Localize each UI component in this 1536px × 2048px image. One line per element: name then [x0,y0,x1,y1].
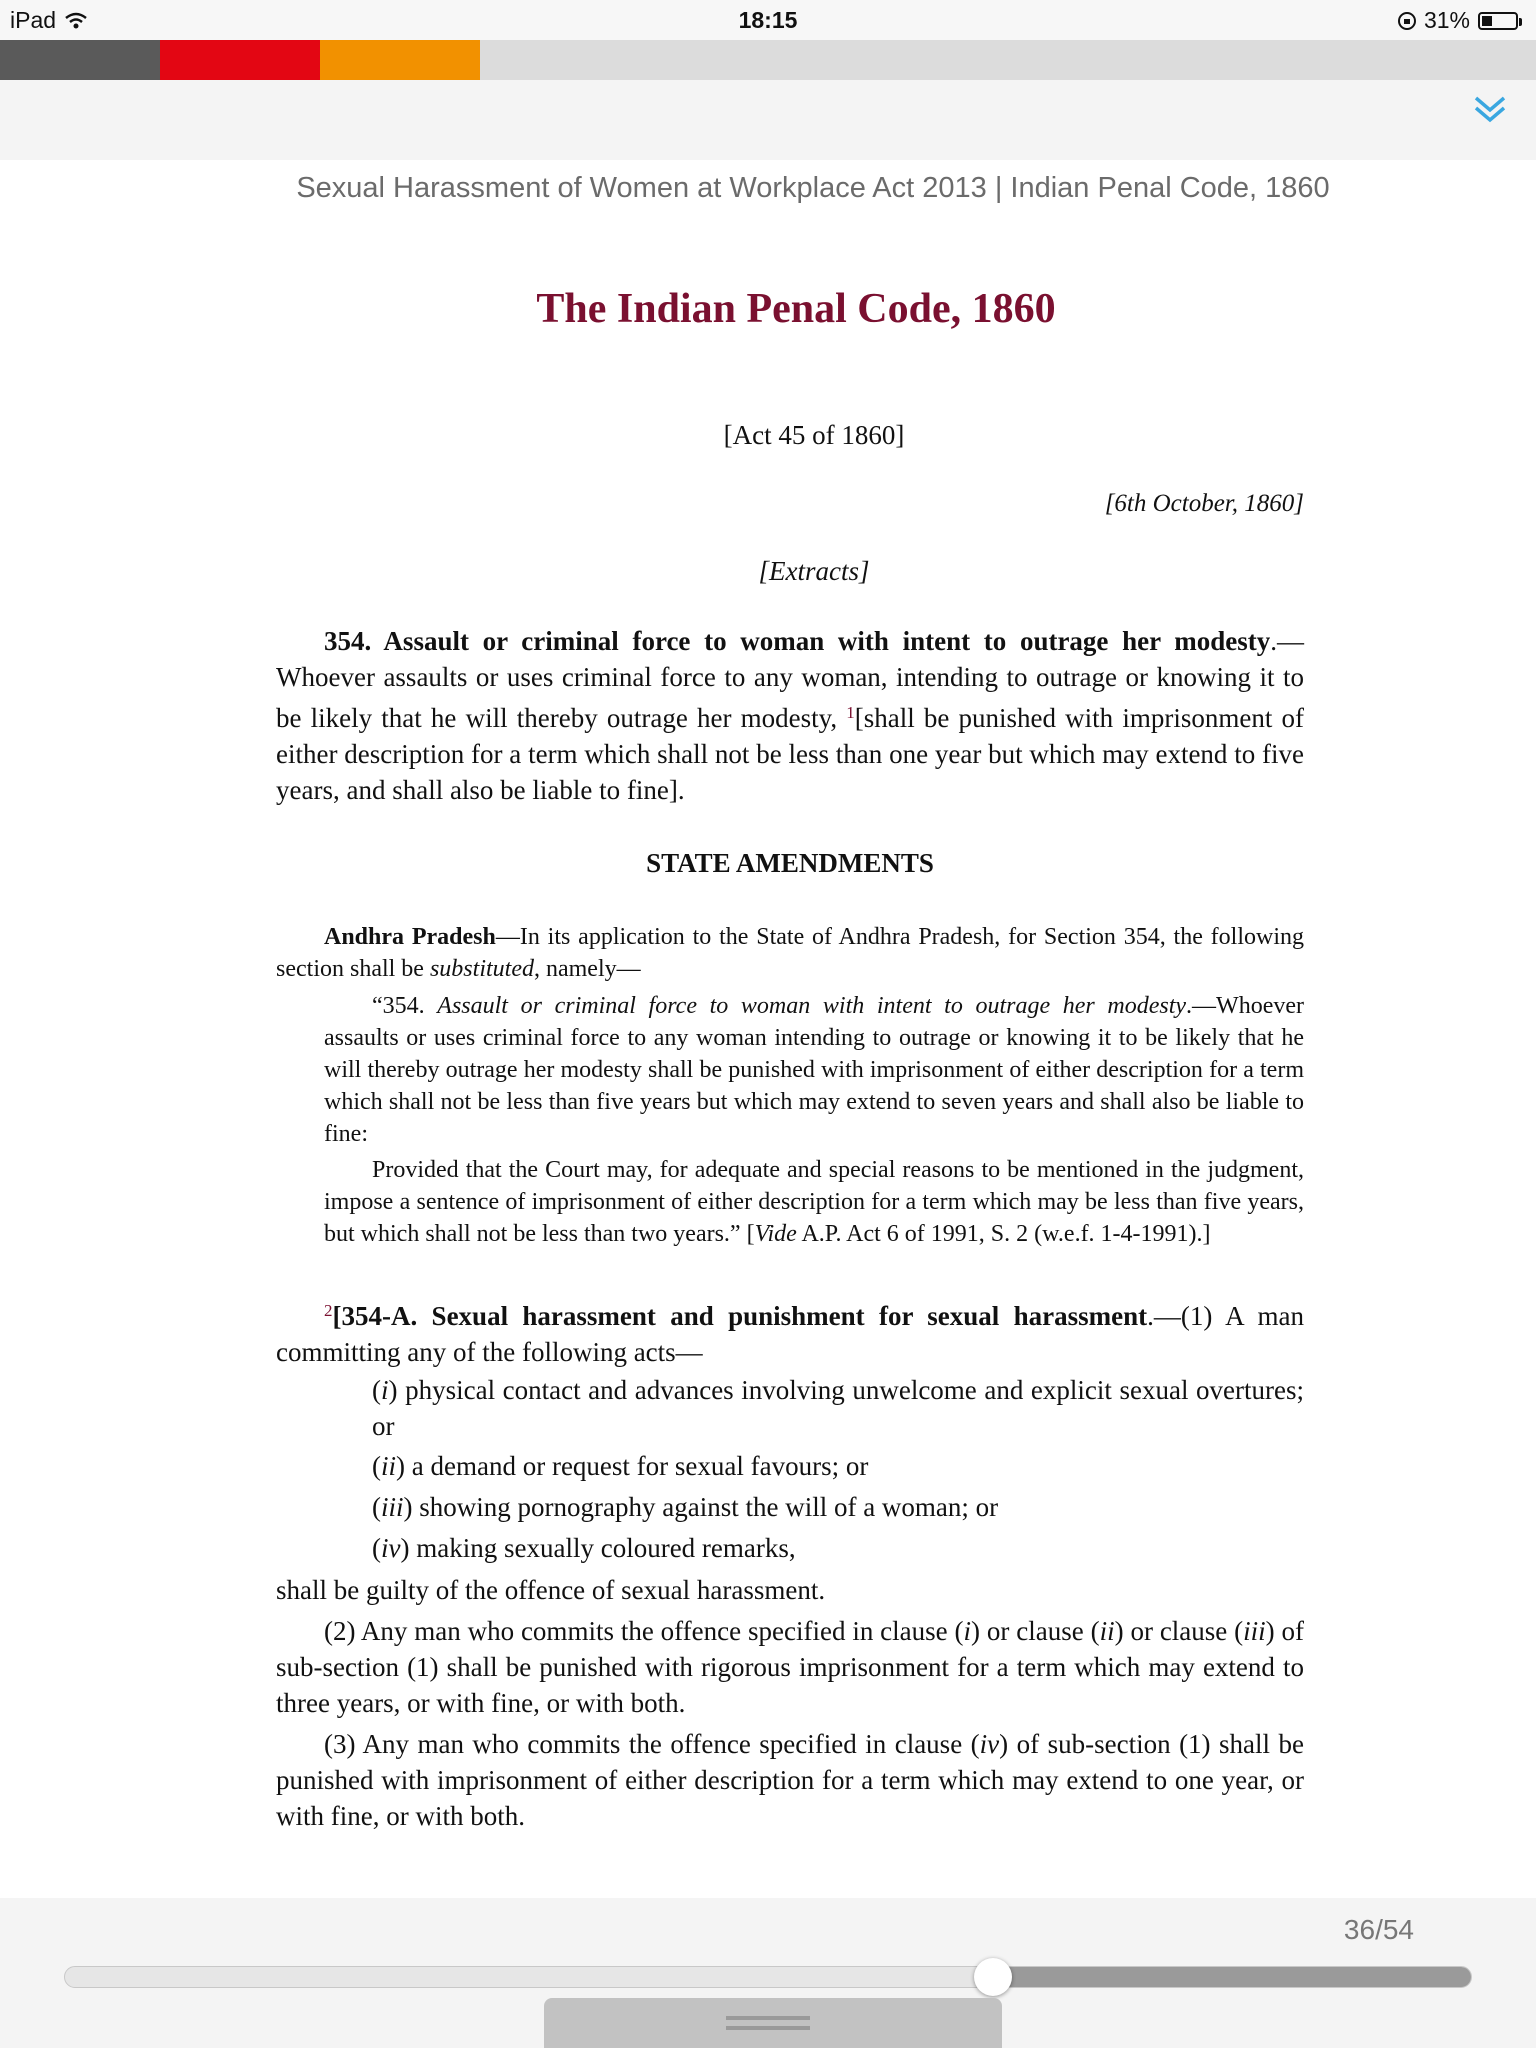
orientation-lock-icon [1398,12,1416,30]
running-head: Sexual Harassment of Women at Workplace Act 2013 | Indian Penal Code, 1860 [296,172,1330,204]
sub-section-3 [276,1726,1304,1834]
page-scrubber[interactable] [64,1966,1472,1988]
section-354a-intro [276,1293,1304,1370]
section-354-body-cont: [shall be punished with imprisonment of either description for a term which shall not be less than one year but which may extend to five years, and shall also be liable to fine]. [276,703,1304,805]
section-354a-heading: [354-A. Sexual harassment and punishment for sexual harassment [332,1301,1148,1331]
clause-list [372,1372,1304,1566]
clause-item: (iii) showing pornography against the will of a woman; or [372,1492,999,1522]
sub3-clause-ref: iv [979,1729,1000,1759]
device-label: iPad [10,7,57,33]
sub3-text: (3) Any man who commits the offence specified in clause ( [324,1729,980,1759]
quote-heading: Assault or criminal force to woman with intent to outrage her modesty [437,993,1187,1019]
state-amendments-heading: STATE AMENDMENTS [646,848,934,878]
extracts-label: [Extracts] [758,556,870,586]
clause-conclusion: shall be guilty of the offence of sexual harassment. [276,1575,826,1605]
andhra-substituted-section [324,990,1304,1250]
sub2-clause-ref: i [963,1616,972,1646]
sub-section-2 [276,1613,1304,1721]
andhra-intro-text: —In its application to the State of Andhra Pradesh, for Section 354, the following section shall be [276,924,1305,982]
section-354-body: Whoever assaults or uses criminal force to any woman, intending to outrage or knowing it to be likely that he will thereby outrage her modesty, [276,662,1304,733]
sub2-clause-ref: ii [1099,1616,1115,1646]
status-bar [0,0,1536,40]
clause-number: iv [381,1533,401,1563]
clause-text: showing pornography against the will of a woman; or [412,1492,999,1522]
page-scrubber-thumb[interactable] [974,1958,1012,1996]
clause-item: (ii) a demand or request for sexual favours; or [372,1451,869,1481]
quote-number: “354. [372,993,438,1019]
footnote-2-marker[interactable]: 2 [324,1301,333,1320]
sub3-text: ) of sub-section (1) shall be punished with imprisonment of either description for a term which may extend to one year, or with fine, or with both. [276,1729,1304,1831]
sub2-text: (2) Any man who commits the offence specified in clause ( [324,1616,964,1646]
act-date: [6th October, 1860] [1104,490,1304,517]
sub2-text: ) or clause ( [1114,1616,1244,1646]
status-time: 18:15 [738,7,798,33]
section-354: 354. Assault or criminal force to woman with intent to outrage her modesty.—Whoever assaults or uses criminal force to any woman, intending to outrage or knowing it to be likely that he will thereby outrage her modesty, $^1$[shall be punished with imprisonment of either description for a term which shall not be less than one year but which may extend to five years, and shall also be liable to fine]. [276,626,1304,805]
andhra-intro-end: , namely— [533,956,641,982]
andhra-intro-em: substituted [429,956,534,982]
andhra-pradesh-intro [276,921,1304,985]
proviso-vide: Vide [754,1221,797,1247]
grip-line [726,2026,810,2030]
clause-number: ii [381,1451,397,1481]
battery-percent: 31% [1423,7,1470,33]
reader-toolbar [0,80,1536,160]
thumbnail-drawer-handle[interactable] [544,1998,1002,2048]
act-number: [Act 45 of 1860] [723,420,905,450]
proviso-text: Provided that the Court may, for adequate and special reasons to be mentioned in the judgment, impose a sentence of imprisonment of either description for a term which may be less than five years, but which shall not be less than two years.” [ [324,1157,1304,1247]
footnote-1-marker[interactable]: 1 [846,703,855,722]
tab-color-orange[interactable] [320,40,480,80]
clause-number: i [381,1375,389,1405]
double-chevron-down-icon[interactable] [1470,92,1510,128]
page-title: The Indian Penal Code, 1860 [536,286,1056,332]
quote-body: .—Whoever assaults or uses criminal force to any woman intending to outrage or knowing it to be likely that he will thereby outrage her modesty shall be punished with imprisonment of either description for a term which shall not be less than five years but which may extend to seven years and shall also be liable to fine: [324,993,1304,1147]
andhra-state-name: Andhra Pradesh [324,924,496,950]
tab-color-red[interactable] [160,40,320,80]
tab-color-grey[interactable] [0,40,160,80]
clause-item: (i) physical contact and advances involving unwelcome and explicit sexual overtures; or [372,1375,1304,1441]
sub2-text: ) or clause ( [971,1616,1100,1646]
clause-text: physical contact and advances involving unwelcome and explicit sexual overtures; or [372,1375,1304,1441]
sub2-clause-ref: iii [1243,1616,1266,1646]
clause-item: (iv) making sexually coloured remarks, [372,1533,796,1563]
clause-text: a demand or request for sexual favours; or [405,1451,869,1481]
section-354a-body [276,1572,1304,1834]
section-354-heading: 354. Assault or criminal force to woman with intent to outrage her modesty [324,626,1271,656]
proviso-citation: A.P. Act 6 of 1991, S. 2 (w.e.f. 1-4-1991).] [796,1221,1211,1247]
page-counter: 36/54 [1343,1914,1414,1945]
clause-text: making sexually coloured remarks, [409,1533,796,1563]
sub2-text: ) of sub-section (1) shall be punished with rigorous imprisonment for a term which may extend to three years, or with fine, or with both. [276,1616,1305,1718]
bookmark-tab-strip [0,40,1536,80]
clause-number: iii [381,1492,404,1522]
section-354a-intro-text: .—(1) A man committing any of the following acts— [276,1301,1304,1367]
battery-icon [1478,12,1518,30]
grip-line [726,2016,810,2020]
